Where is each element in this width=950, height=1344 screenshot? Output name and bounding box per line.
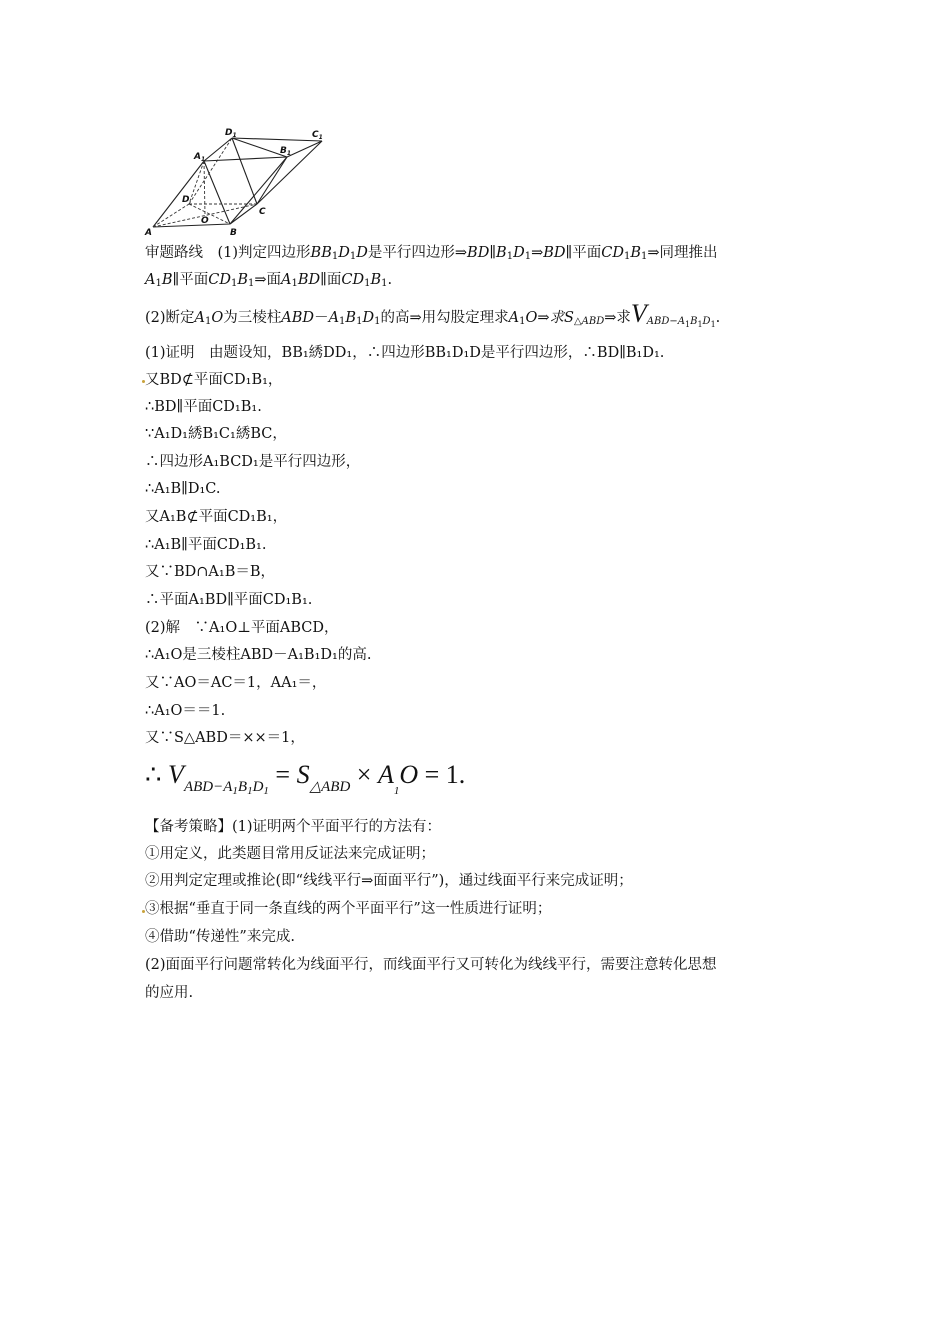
proof-line-5: ∴四边形A₁BCD₁是平行四边形，	[145, 454, 361, 470]
route3-j: 的高⇒用勾股定理求	[380, 310, 509, 326]
sub: 1	[364, 278, 371, 289]
route1-k: CD	[601, 245, 624, 261]
proof-line-13: 又∵AO＝AC＝1，AA₁＝，	[145, 675, 327, 691]
route2-k: B	[370, 272, 382, 288]
proof-line-9: 又∵BD∩A₁B＝B，	[145, 564, 276, 580]
route1-c: D	[338, 245, 350, 261]
label-D1: $D_1$	[225, 128, 237, 139]
formula-times: ×	[356, 760, 372, 789]
sub: 1	[685, 320, 691, 329]
route2-a: A	[145, 272, 156, 288]
route2-d: CD	[208, 272, 231, 288]
sub: 1	[697, 320, 703, 329]
route1-m: ⇒同理推出	[647, 245, 718, 261]
sub: 1	[247, 278, 255, 289]
prism-figure	[142, 124, 332, 236]
proof-line-3: ∴BD∥平面CD₁B₁.	[145, 399, 262, 415]
route-line-1	[145, 243, 718, 267]
route1-i: BD∥	[543, 245, 573, 261]
route1-d: D	[356, 245, 368, 261]
sub: 1	[339, 316, 346, 327]
formula-s: S	[296, 760, 310, 789]
proof-line-4: ∵A₁D₁綉B₁C₁綉BC，	[145, 426, 287, 442]
route3-k: A	[508, 310, 520, 326]
route2-h: BD∥	[297, 272, 327, 288]
route2-j: CD	[341, 272, 365, 288]
sub: 1	[393, 785, 400, 797]
route1-l: B	[630, 245, 641, 261]
route3-s: D	[702, 316, 711, 327]
route3-n: △ABD	[573, 316, 605, 327]
label-B1: $B_1$	[280, 146, 292, 157]
sub: 1	[349, 251, 357, 262]
label-O: O	[201, 216, 209, 226]
therefore-symbol: ∴	[145, 760, 162, 789]
sub: 1	[155, 278, 162, 289]
label-A: A	[145, 228, 152, 236]
proof-line-15: 又∵S△ABD＝××＝1，	[145, 730, 305, 746]
sub: 1	[331, 251, 339, 262]
strategy-item-2: ②用判定定理或推论(即“线线平行⇒面面平行”)，通过线面平行来完成证明；	[145, 873, 633, 889]
route1-f: BD∥B	[467, 245, 507, 261]
proof-line-2: 又BD⊄平面CD₁B₁，	[145, 372, 283, 388]
route1-j: 平面	[572, 245, 602, 261]
route3-d: 为三棱柱	[223, 310, 282, 326]
formula-result: = 1.	[424, 760, 466, 789]
route3-t: .	[715, 310, 721, 326]
sub: 1	[230, 278, 238, 289]
sub: 1	[640, 251, 648, 262]
route3-a: (2)断定	[145, 310, 195, 326]
volume-formula	[145, 760, 465, 797]
route3-c: O	[211, 310, 224, 326]
proof-line-1: (1)证明 由题设知，BB₁綉DD₁，∴四边形BB₁D₁D是平行四边形，∴BD∥B₁D₁.	[145, 345, 665, 361]
route-line-3	[145, 299, 721, 335]
sub: 1	[506, 251, 514, 262]
proof-line-14: ∴A₁O＝＝1.	[145, 703, 226, 719]
proof-line-6: ∴A₁B∥D₁C.	[145, 481, 221, 497]
route1-b: BB	[310, 245, 332, 261]
proof-line-12: ∴A₁O是三棱柱ABD－A₁B₁D₁的高.	[145, 647, 372, 663]
route1-a: 审题路线 (1)判定四边形	[145, 245, 311, 261]
sub: 1	[381, 278, 388, 289]
route3-p: V	[630, 299, 647, 328]
route2-g: A	[281, 272, 292, 288]
sub: 1	[247, 785, 253, 797]
label-D: D	[182, 195, 190, 205]
route3-i: D	[362, 310, 375, 326]
formula-s-sub: △ABD	[309, 779, 351, 795]
formula-eq: =	[275, 760, 291, 789]
route2-i: 面	[326, 272, 342, 288]
formula-v-sub-b: B	[237, 779, 248, 795]
formula-v-sub: ABD−A	[183, 779, 233, 795]
proof-line-11: (2)解 ∵A₁O⊥平面ABCD，	[145, 620, 339, 636]
route1-e: 是平行四边形⇒	[367, 245, 468, 261]
sub: 1	[232, 785, 238, 797]
strategy-item-5: (2)面面平行问题常转化为线面平行，而线面平行又可转化为线线平行，需要注意转化思想	[145, 957, 717, 973]
route2-c: 平面	[179, 272, 209, 288]
sub: 1	[291, 278, 298, 289]
strategy-item-6: 的应用.	[145, 985, 194, 1001]
strategy-item-1: ①用定义，此类题目常用反证法来完成证明；	[145, 846, 435, 862]
proof-line-8: ∴A₁B∥平面CD₁B₁.	[145, 537, 267, 553]
route1-g: D	[513, 245, 525, 261]
route2-b: B∥	[161, 272, 180, 288]
formula-o: O	[399, 760, 419, 789]
route3-g: A	[328, 310, 340, 326]
formula-v: V	[168, 760, 184, 789]
sub: 1	[710, 320, 716, 329]
proof-line-7: 又A₁B⊄平面CD₁B₁，	[145, 509, 288, 525]
label-C: C	[259, 207, 266, 217]
prism-diagram	[142, 124, 332, 236]
formula-v-sub-d: D	[252, 779, 264, 795]
sub: 1	[374, 316, 381, 327]
label-C1: $C_1$	[312, 130, 323, 141]
strategy-title: 【备考策略】(1)证明两个平面平行的方法有：	[145, 819, 442, 835]
route3-b: A	[194, 310, 206, 326]
route2-l: .	[387, 272, 393, 288]
formula-a: A	[377, 760, 394, 789]
route3-f: －	[314, 310, 329, 326]
route3-o: ⇒求	[604, 310, 631, 326]
strategy-item-4: ④借助“传递性”来完成.	[145, 929, 295, 945]
route3-q: ABD−A	[646, 316, 685, 327]
route3-h: B	[345, 310, 357, 326]
route2-e: B	[237, 272, 248, 288]
sub: 1	[263, 785, 269, 797]
label-A1: $A_1$	[194, 152, 206, 163]
route3-r: B	[690, 316, 698, 327]
route3-m: S	[564, 310, 574, 326]
route3-l: O⇒求	[525, 310, 565, 326]
route1-h: ⇒	[531, 245, 544, 261]
proof-line-10: ∴平面A₁BD∥平面CD₁B₁.	[145, 592, 313, 608]
label-B: B	[230, 228, 237, 236]
sub: 1	[524, 251, 532, 262]
sub: 1	[519, 316, 526, 327]
strategy-item-3: ③根据“垂直于同一条直线的两个平面平行”这一性质进行证明；	[145, 901, 552, 917]
sub: 1	[356, 316, 363, 327]
sub: 1	[623, 251, 631, 262]
route2-f: ⇒面	[254, 272, 282, 288]
sub: 1	[205, 316, 212, 327]
route3-e: ABD	[281, 310, 315, 326]
route-line-2	[145, 270, 392, 294]
